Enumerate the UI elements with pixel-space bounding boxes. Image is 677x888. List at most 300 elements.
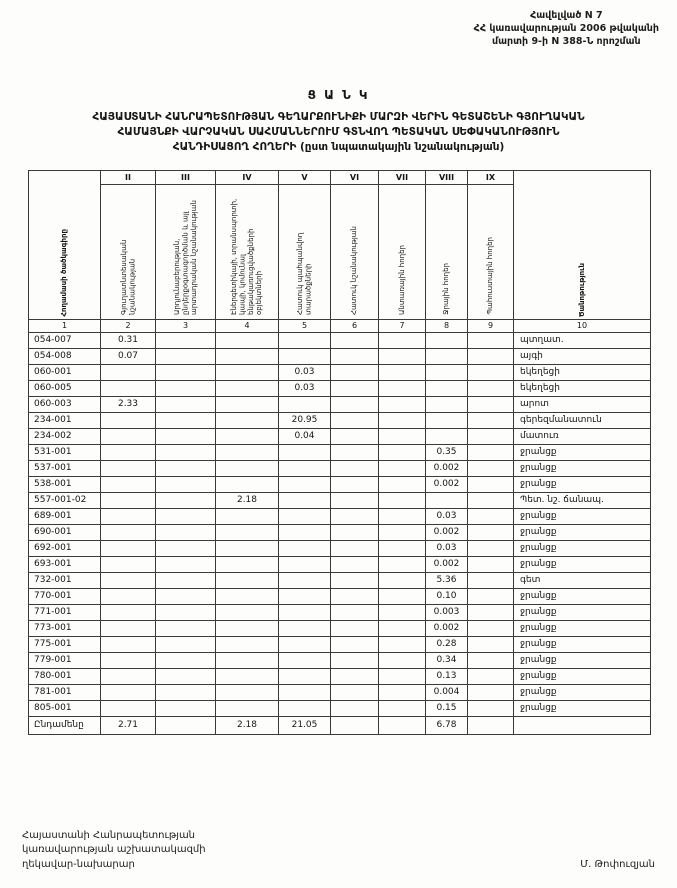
cell-value: [331, 492, 379, 508]
cell-value: [468, 492, 514, 508]
cell-value: [279, 652, 331, 668]
cell-note: ջրանցք: [514, 652, 651, 668]
cell-value: [156, 540, 216, 556]
cell-value: [379, 684, 426, 700]
cell-code: 692-001: [29, 540, 101, 556]
cell-value: [279, 700, 331, 716]
cell-value: [216, 668, 279, 684]
land-table: [28, 170, 651, 735]
cell-value: [379, 652, 426, 668]
cell-value: [101, 572, 156, 588]
cell-value: [216, 476, 279, 492]
table-row: [29, 412, 651, 428]
col-header-code: Հողամասի ծածկագիրը: [29, 170, 101, 319]
cell-value: [331, 620, 379, 636]
cell-value: [379, 540, 426, 556]
cell-value: [379, 380, 426, 396]
cell-code: 060-003: [29, 396, 101, 412]
cell-value: [101, 604, 156, 620]
cell-value: [379, 716, 426, 734]
col-header-note: Ծանոթություն: [514, 170, 651, 319]
cell-value: [468, 508, 514, 524]
table-row: [29, 572, 651, 588]
cell-value: [379, 412, 426, 428]
cell-value: [156, 444, 216, 460]
cell-value: [379, 572, 426, 588]
cell-value: [279, 524, 331, 540]
cell-value: [279, 348, 331, 364]
col-header-industrial: Արդյունաբերության, ընդերքօգտագործման և այլ արտադրական նշանակության: [156, 184, 216, 319]
col-number: 10: [514, 319, 651, 332]
cell-value: 20.95: [279, 412, 331, 428]
cell-value: [279, 460, 331, 476]
cell-value: [379, 444, 426, 460]
cell-value: 2.71: [101, 716, 156, 734]
cell-value: [216, 380, 279, 396]
subtitle-line-1: ՀԱՅԱՍՏԱՆԻ ՀԱՆՐԱՊԵՏՈՒԹՅԱՆ ԳԵՂԱՐՔՈՒՆԻՔԻ ՄԱՐԶԻ ՎԵՐԻՆ ԳԵՏԱՇԵՆԻ ԳՅՈՒՂԱԿԱՆ: [92, 111, 585, 123]
annex-line-1: Հավելված N 7: [530, 10, 603, 21]
table-body: [29, 332, 651, 734]
cell-value: [426, 348, 468, 364]
col-header-forest: Անտառային հողեր: [379, 184, 426, 319]
cell-value: [101, 620, 156, 636]
cell-value: 0.003: [426, 604, 468, 620]
cell-value: [468, 716, 514, 734]
cell-value: 2.33: [101, 396, 156, 412]
cell-note: ջրանցք: [514, 524, 651, 540]
cell-value: [331, 716, 379, 734]
cell-value: [468, 524, 514, 540]
cell-value: [331, 684, 379, 700]
cell-value: [156, 604, 216, 620]
cell-value: [468, 396, 514, 412]
cell-value: [156, 348, 216, 364]
cell-value: [468, 556, 514, 572]
cell-value: [379, 620, 426, 636]
cell-value: 0.28: [426, 636, 468, 652]
roman-numeral: VI: [331, 170, 379, 184]
roman-numeral: V: [279, 170, 331, 184]
cell-value: [379, 348, 426, 364]
cell-value: 0.15: [426, 700, 468, 716]
cell-value: [156, 572, 216, 588]
cell-value: [279, 620, 331, 636]
cell-value: [156, 636, 216, 652]
cell-value: [331, 460, 379, 476]
cell-code: 531-001: [29, 444, 101, 460]
table-row: [29, 460, 651, 476]
cell-value: [468, 684, 514, 700]
table-row: [29, 396, 651, 412]
cell-value: [216, 540, 279, 556]
cell-note: ջրանցք: [514, 460, 651, 476]
cell-value: [468, 348, 514, 364]
cell-code: 054-007: [29, 332, 101, 348]
table-row: [29, 540, 651, 556]
subtitle-line-2: ՀԱՄԱՅՆՔԻ ՎԱՐՉԱԿԱՆ ՍԱՀՄԱՆՆԵՐՈՒՄ ԳՏՆՎՈՂ ՊԵՏԱԿԱՆ ՍԵՓԱԿԱՆՈՒԹՅՈՒՆ: [117, 126, 560, 139]
signature-name: Մ. Թոփուզյան: [580, 859, 655, 870]
cell-value: [156, 508, 216, 524]
cell-value: [156, 476, 216, 492]
cell-value: [156, 620, 216, 636]
cell-value: 0.002: [426, 460, 468, 476]
cell-code: 060-001: [29, 364, 101, 380]
cell-value: [468, 620, 514, 636]
column-number-row: [29, 319, 651, 332]
cell-value: [216, 652, 279, 668]
cell-value: [156, 412, 216, 428]
cell-value: [216, 396, 279, 412]
cell-value: 5.36: [426, 572, 468, 588]
cell-value: [331, 556, 379, 572]
cell-note: ջրանցք: [514, 620, 651, 636]
cell-value: [156, 668, 216, 684]
cell-value: 0.04: [279, 428, 331, 444]
cell-value: 2.18: [216, 492, 279, 508]
cell-note: [514, 716, 651, 734]
cell-value: [216, 364, 279, 380]
cell-value: [216, 460, 279, 476]
cell-value: [379, 492, 426, 508]
cell-value: 0.31: [101, 332, 156, 348]
cell-value: [279, 684, 331, 700]
cell-note: ջրանցք: [514, 636, 651, 652]
cell-code: 693-001: [29, 556, 101, 572]
cell-value: 0.03: [426, 508, 468, 524]
cell-value: [279, 572, 331, 588]
cell-value: [468, 540, 514, 556]
cell-value: [279, 444, 331, 460]
table-row: [29, 524, 651, 540]
cell-value: [379, 508, 426, 524]
cell-value: [379, 604, 426, 620]
cell-value: [331, 396, 379, 412]
cell-value: [279, 556, 331, 572]
cell-code: 054-008: [29, 348, 101, 364]
cell-note: գերեզմանատուն: [514, 412, 651, 428]
cell-value: [468, 668, 514, 684]
cell-value: [279, 508, 331, 524]
cell-value: [379, 460, 426, 476]
cell-note: եկեղեցի: [514, 364, 651, 380]
cell-code: 557-001-02: [29, 492, 101, 508]
cell-value: 0.03: [279, 380, 331, 396]
cell-value: [331, 636, 379, 652]
cell-note: ջրանցք: [514, 684, 651, 700]
cell-value: 0.03: [426, 540, 468, 556]
cell-value: [426, 332, 468, 348]
cell-value: [379, 364, 426, 380]
cell-value: 0.35: [426, 444, 468, 460]
cell-value: [216, 572, 279, 588]
table-row: [29, 508, 651, 524]
cell-value: [468, 444, 514, 460]
cell-value: [379, 332, 426, 348]
col-number: 9: [468, 319, 514, 332]
cell-value: [331, 332, 379, 348]
cell-code: 732-001: [29, 572, 101, 588]
col-header-reserve: Պահուստային հողեր: [468, 184, 514, 319]
cell-value: [156, 588, 216, 604]
cell-value: [331, 412, 379, 428]
table-row: [29, 652, 651, 668]
cell-value: [331, 668, 379, 684]
cell-value: [331, 652, 379, 668]
cell-value: [216, 444, 279, 460]
cell-value: 0.07: [101, 348, 156, 364]
total-row: [29, 716, 651, 734]
cell-value: [468, 652, 514, 668]
cell-code: 805-001: [29, 700, 101, 716]
cell-value: [216, 620, 279, 636]
cell-value: [331, 444, 379, 460]
table-row: [29, 700, 651, 716]
cell-value: [426, 412, 468, 428]
cell-value: [426, 380, 468, 396]
table-row: [29, 604, 651, 620]
roman-numeral: VII: [379, 170, 426, 184]
table-row: [29, 332, 651, 348]
cell-code: 770-001: [29, 588, 101, 604]
cell-code: 689-001: [29, 508, 101, 524]
cell-value: [279, 540, 331, 556]
cell-note: եկեղեցի: [514, 380, 651, 396]
footer-signatory-block: [22, 829, 206, 873]
cell-value: 21.05: [279, 716, 331, 734]
cell-value: 0.10: [426, 588, 468, 604]
cell-value: [468, 460, 514, 476]
table-row: [29, 620, 651, 636]
cell-value: [279, 332, 331, 348]
cell-value: [101, 476, 156, 492]
cell-value: [101, 364, 156, 380]
cell-value: [468, 572, 514, 588]
col-number: 4: [216, 319, 279, 332]
cell-value: [468, 380, 514, 396]
cell-value: [216, 636, 279, 652]
col-number: 6: [331, 319, 379, 332]
cell-value: [101, 540, 156, 556]
cell-note: այգի: [514, 348, 651, 364]
subtitle-line-3: ՀԱՆԴԻՍԱՑՈՂ ՀՈՂԵՐԻ (ըստ նպատակային նշանակության): [172, 141, 505, 154]
cell-value: [331, 428, 379, 444]
cell-value: [101, 444, 156, 460]
cell-value: [468, 412, 514, 428]
cell-code: 234-002: [29, 428, 101, 444]
table-row: [29, 348, 651, 364]
cell-note: Պետ. նշ. ճանապ.: [514, 492, 651, 508]
cell-note: պտղատ.: [514, 332, 651, 348]
cell-value: 6.78: [426, 716, 468, 734]
col-header-special: Հատուկ նշանակության: [331, 184, 379, 319]
cell-value: [101, 700, 156, 716]
cell-value: [426, 396, 468, 412]
cell-value: [331, 508, 379, 524]
cell-value: [156, 492, 216, 508]
cell-note: ջրանցք: [514, 668, 651, 684]
cell-value: [331, 700, 379, 716]
annex-block: [474, 10, 659, 48]
cell-value: [468, 364, 514, 380]
cell-value: [101, 684, 156, 700]
col-number: 5: [279, 319, 331, 332]
cell-value: [279, 604, 331, 620]
cell-value: [468, 604, 514, 620]
cell-value: [468, 636, 514, 652]
cell-code: 771-001: [29, 604, 101, 620]
cell-value: 2.18: [216, 716, 279, 734]
table-row: [29, 684, 651, 700]
roman-numeral: II: [101, 170, 156, 184]
cell-code: 537-001: [29, 460, 101, 476]
cell-note: ջրանցք: [514, 700, 651, 716]
cell-value: [156, 700, 216, 716]
roman-numeral-row: [29, 170, 651, 184]
cell-value: [101, 460, 156, 476]
cell-value: [156, 684, 216, 700]
table-row: [29, 476, 651, 492]
col-header-agricultural: Գյուղատնտեսական նշանակության: [101, 184, 156, 319]
cell-value: 0.34: [426, 652, 468, 668]
cell-value: [216, 412, 279, 428]
cell-value: [468, 700, 514, 716]
col-number: 7: [379, 319, 426, 332]
page-title: Ց Ա Ն Կ: [307, 88, 370, 102]
cell-value: [379, 588, 426, 604]
cell-value: [101, 412, 156, 428]
cell-code: 775-001: [29, 636, 101, 652]
cell-value: [216, 604, 279, 620]
cell-value: 0.03: [279, 364, 331, 380]
table-row: [29, 588, 651, 604]
cell-value: [156, 332, 216, 348]
cell-value: [331, 476, 379, 492]
cell-value: [279, 396, 331, 412]
cell-value: [216, 524, 279, 540]
cell-value: [156, 556, 216, 572]
cell-value: [379, 428, 426, 444]
cell-value: [156, 716, 216, 734]
cell-value: [331, 364, 379, 380]
cell-note: ջրանցք: [514, 540, 651, 556]
footer: [22, 829, 655, 873]
cell-value: [216, 700, 279, 716]
cell-value: 0.002: [426, 620, 468, 636]
cell-value: [426, 428, 468, 444]
cell-value: [156, 652, 216, 668]
table-row: [29, 380, 651, 396]
cell-value: [279, 476, 331, 492]
cell-value: [101, 492, 156, 508]
cell-code: 690-001: [29, 524, 101, 540]
cell-value: 0.13: [426, 668, 468, 684]
cell-value: [279, 492, 331, 508]
cell-value: [216, 332, 279, 348]
col-header-water: Ջրային հողեր: [426, 184, 468, 319]
cell-note: ջրանցք: [514, 508, 651, 524]
cell-value: [216, 508, 279, 524]
cell-value: [216, 684, 279, 700]
cell-value: [331, 524, 379, 540]
footer-line-1: Հայաստանի Հանրապետության: [22, 829, 196, 841]
cell-note: ջրանցք: [514, 604, 651, 620]
col-number: 1: [29, 319, 101, 332]
cell-note: ջրանցք: [514, 444, 651, 460]
roman-numeral: VIII: [426, 170, 468, 184]
cell-value: [468, 428, 514, 444]
cell-value: [156, 396, 216, 412]
cell-note: գետ: [514, 572, 651, 588]
cell-value: [379, 700, 426, 716]
cell-note: ջրանցք: [514, 556, 651, 572]
cell-note: արոտ: [514, 396, 651, 412]
cell-value: [101, 524, 156, 540]
col-number: 2: [101, 319, 156, 332]
cell-value: [279, 668, 331, 684]
col-header-infrastructure: Էներգետիկայի, տրանսպորտի, կապի, կոմունալ ենթակառուցվածքների օբյեկտների: [216, 184, 279, 319]
cell-value: [216, 348, 279, 364]
cell-code: 773-001: [29, 620, 101, 636]
cell-value: [216, 556, 279, 572]
footer-line-3: ղեկավար-նախարար: [22, 858, 135, 870]
cell-value: [468, 476, 514, 492]
cell-value: 0.002: [426, 476, 468, 492]
cell-value: [101, 380, 156, 396]
cell-value: [156, 380, 216, 396]
footer-line-2: կառավարության աշխատակազմի: [22, 844, 206, 855]
cell-note: ջրանցք: [514, 588, 651, 604]
cell-code: 234-001: [29, 412, 101, 428]
cell-value: 0.004: [426, 684, 468, 700]
cell-code: 060-005: [29, 380, 101, 396]
cell-value: [101, 428, 156, 444]
col-number: 8: [426, 319, 468, 332]
cell-value: [379, 524, 426, 540]
cell-value: [101, 668, 156, 684]
cell-value: [101, 636, 156, 652]
cell-code: 781-001: [29, 684, 101, 700]
cell-value: [156, 428, 216, 444]
annex-line-3: մարտի 9-ի N 388-Ն որոշման: [492, 35, 641, 47]
cell-code: 779-001: [29, 652, 101, 668]
cell-value: 0.002: [426, 556, 468, 572]
cell-value: [331, 348, 379, 364]
cell-value: [101, 588, 156, 604]
annex-line-2: ՀՀ կառավարության 2006 թվականի: [473, 22, 659, 34]
cell-value: [216, 428, 279, 444]
cell-value: [331, 604, 379, 620]
cell-value: [216, 588, 279, 604]
cell-value: [379, 636, 426, 652]
cell-code: 780-001: [29, 668, 101, 684]
cell-note: մատուռ: [514, 428, 651, 444]
cell-value: [101, 556, 156, 572]
cell-value: [156, 524, 216, 540]
table-row: [29, 364, 651, 380]
roman-numeral: III: [156, 170, 216, 184]
cell-value: [331, 572, 379, 588]
cell-value: [156, 460, 216, 476]
table-row: [29, 428, 651, 444]
total-label: Ընդամենը: [29, 716, 101, 734]
cell-value: [331, 380, 379, 396]
cell-value: [101, 508, 156, 524]
cell-value: [331, 588, 379, 604]
col-number: 3: [156, 319, 216, 332]
cell-value: [156, 364, 216, 380]
cell-value: [426, 364, 468, 380]
cell-value: [279, 588, 331, 604]
